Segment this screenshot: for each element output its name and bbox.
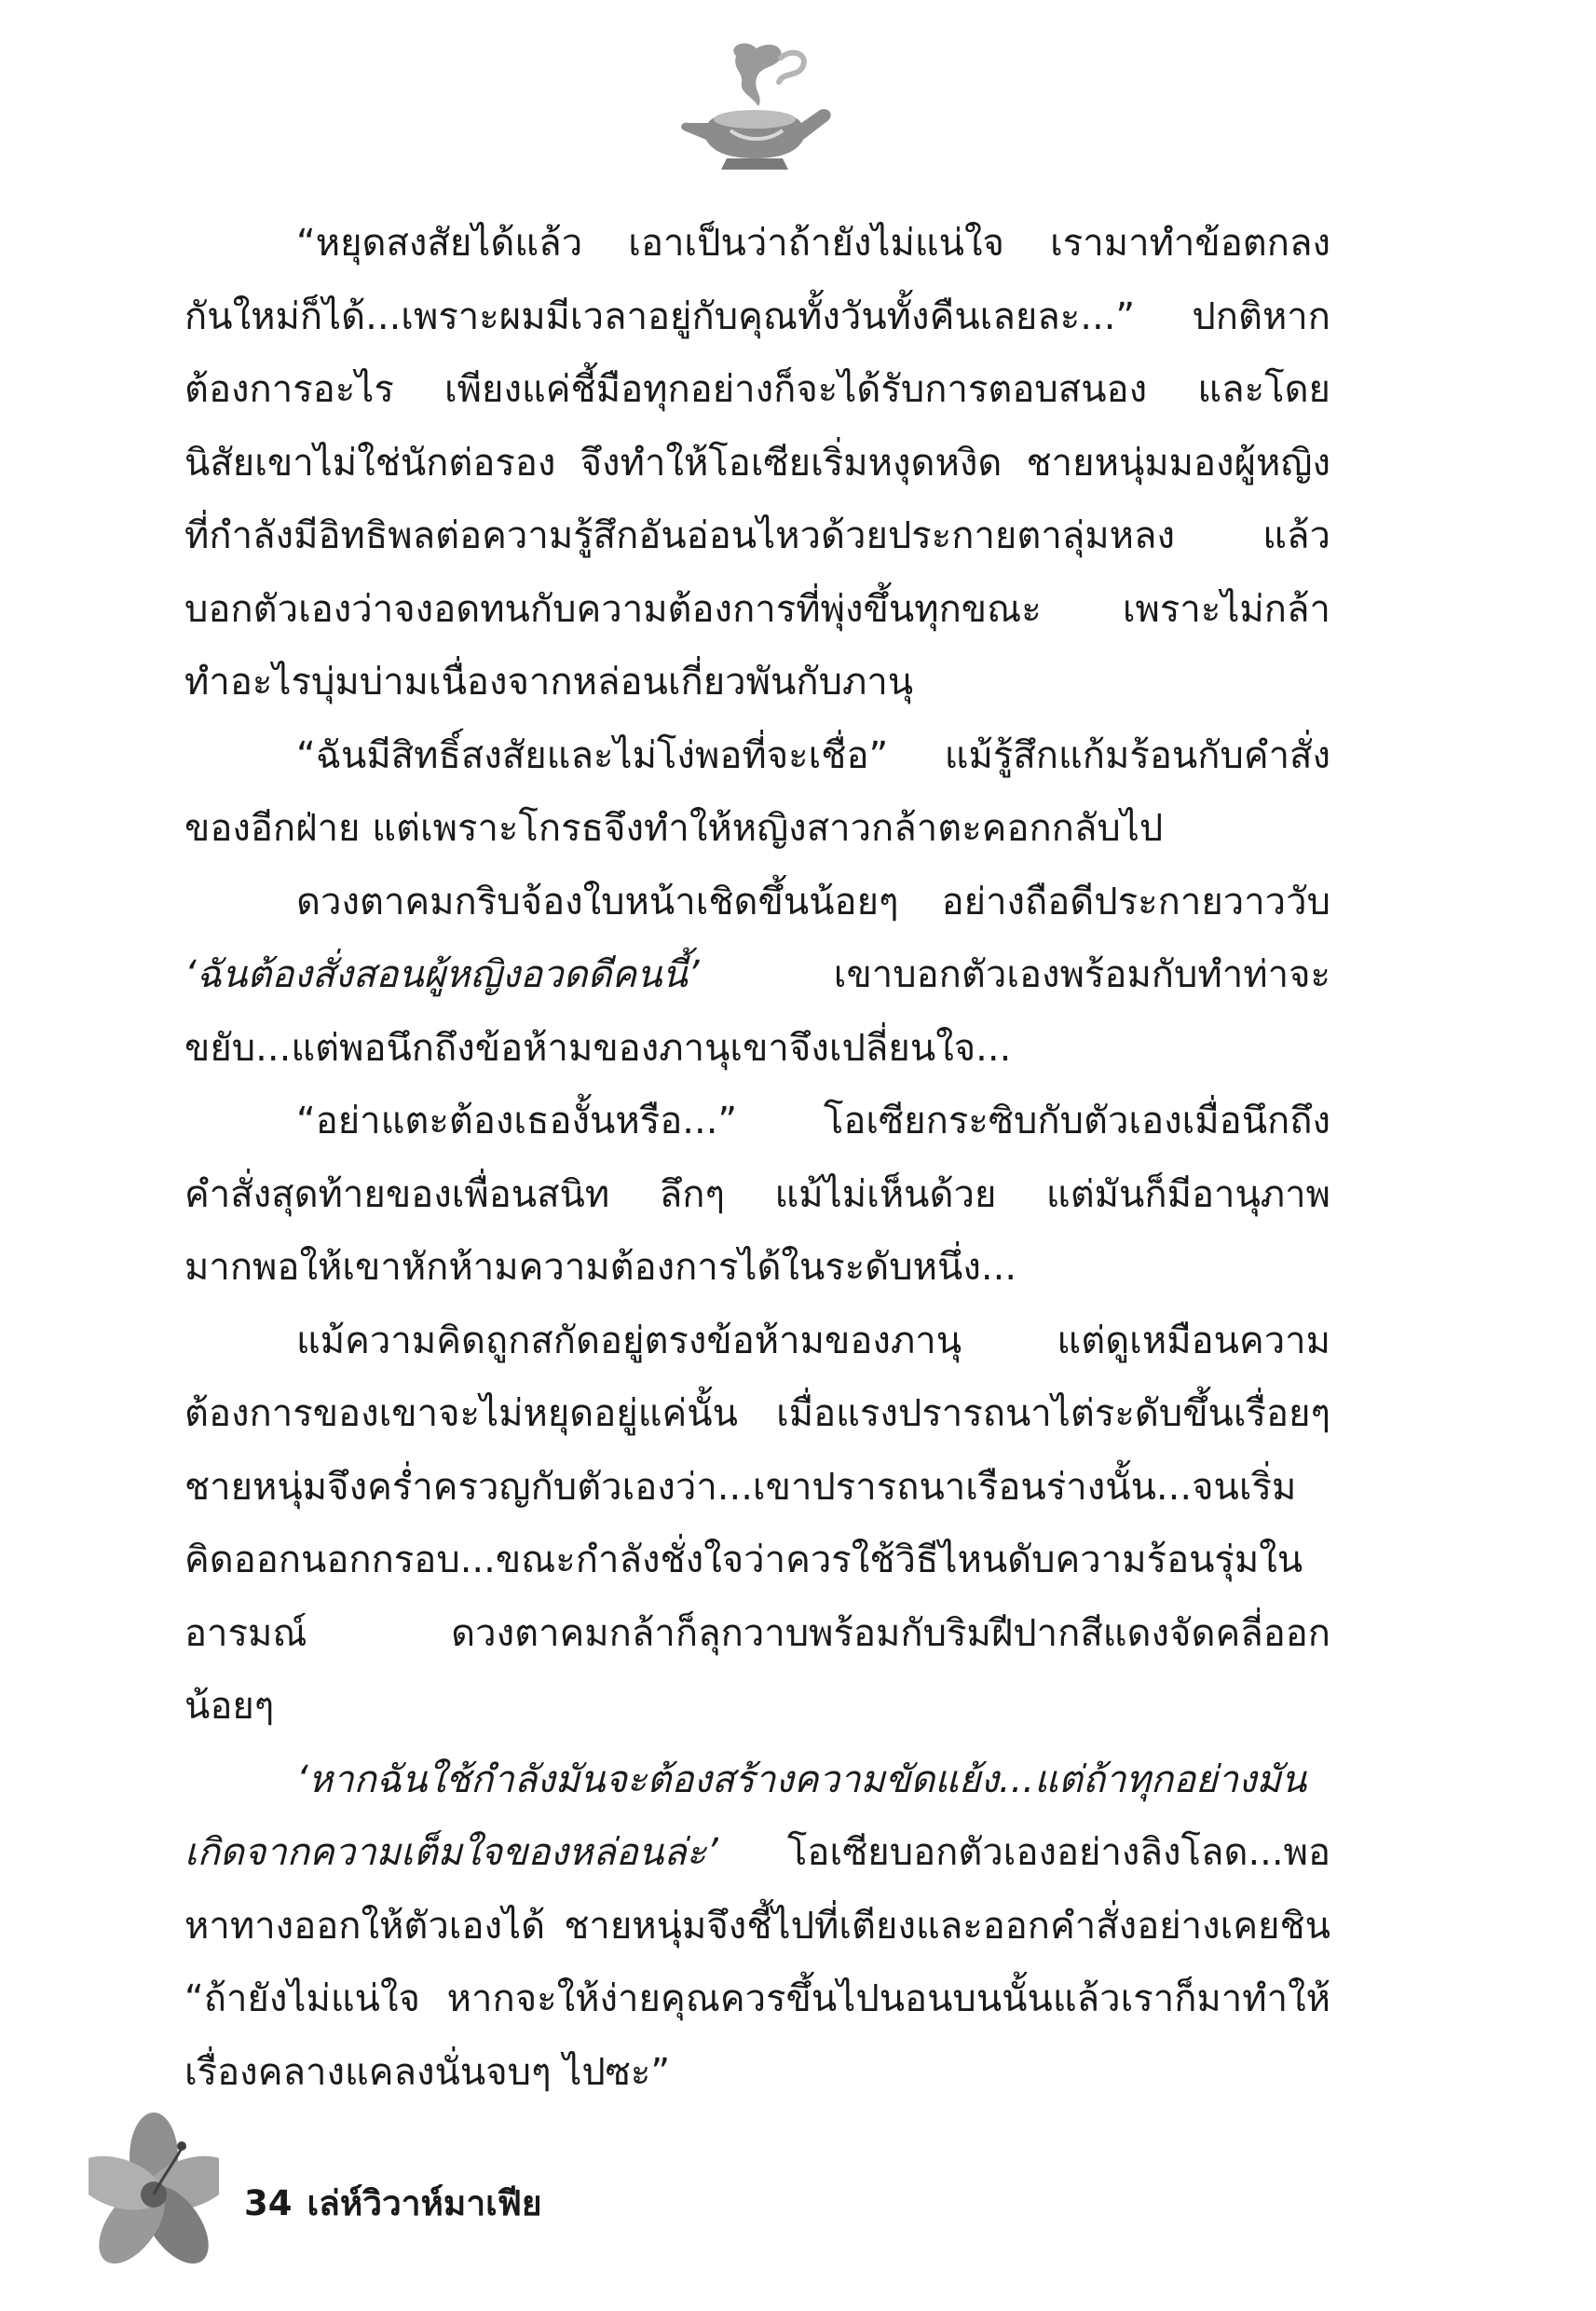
text-line: คิดออกนอกกรอบ...ขณะกำลังชั่งใจว่าควรใช้วิธีไหนดับความร้อนรุ่มใน: [184, 1538, 1303, 1581]
text-line: นิสัยเขาไม่ใช่นักต่อรอง จึงทำให้โอเซียเริ่มหงุดหงิด ชายหนุ่มมองผู้หญิง: [184, 441, 1330, 485]
book-title: เล่ห์วิวาห์มาเฟีย: [307, 2183, 542, 2223]
text-line: ขยับ...แต่พอนึกถึงข้อห้ามของภานุเขาจึงเปลี่ยนใจ...: [184, 1026, 1012, 1070]
text-line: แม้ความคิดถูกสกัดอยู่ตรงข้อห้ามของภานุ แต่ดูเหมือนความ: [296, 1319, 1330, 1362]
text-line: ต้องการของเขาจะไม่หยุดอยู่แค่นั้น เมื่อแรงปรารถนาไต่ระดับขึ้นเรื่อยๆ: [184, 1392, 1330, 1435]
text-line: “ฉันมีสิทธิ์สงสัยและไม่โง่พอที่จะเชื่อ” แม้รู้สึกแก้มร้อนกับคำสั่ง: [296, 733, 1330, 777]
genie-lamp-icon: [671, 37, 839, 177]
text-line: กันใหม่ก็ได้...เพราะผมมีเวลาอยู่กับคุณทั้งวันทั้งคืนเลยละ...” ปกติหาก: [184, 294, 1330, 338]
text-line: ดวงตาคมกริบจ้องใบหน้าเชิดขึ้นน้อยๆ อย่างถือดีประกายวาววับ: [296, 880, 1330, 923]
text-line: ที่กำลังมีอิทธิพลต่อความรู้สึกอันอ่อนไหวด้วยประกายตาลุ่มหลง แล้ว: [184, 514, 1330, 557]
text-line: “อย่าแตะต้องเธองั้นหรือ...” โอเซียกระซิบกับตัวเองเมื่อนึกถึง: [296, 1100, 1330, 1142]
hibiscus-flower-icon: [89, 2106, 219, 2274]
text-line: ต้องการอะไร เพียงแค่ชี้มือทุกอย่างก็จะได้รับการตอบสนอง และโดย: [184, 368, 1330, 411]
paragraph-1: [184, 207, 1330, 719]
text-line: “ถ้ายังไม่แน่ใจ หากจะให้ง่ายคุณควรขึ้นไปนอนบนนั้นแล้วเราก็มาทำให้: [184, 1977, 1330, 2020]
text-line: อารมณ์ ดวงตาคมกล้าก็ลุกวาบพร้อมกับริมฝีปากสีแดงจัดคลี่ออก: [184, 1611, 1330, 1655]
page-number: 34: [244, 2183, 293, 2223]
paragraph-4: [184, 1085, 1330, 1305]
paragraph-5: [184, 1305, 1330, 1744]
paragraph-2: [184, 719, 1330, 866]
text-line: มากพอให้เขาหักห้ามความต้องการได้ในระดับหนึ่ง...: [184, 1246, 1017, 1289]
text-line: ของอีกฝ่าย แต่เพราะโกรธจึงทำให้หญิงสาวกล้าตะคอกกลับไป: [184, 807, 1164, 850]
text-line: “หยุดสงสัยได้แล้ว เอาเป็นว่าถ้ายังไม่แน่ใจ เรามาทำข้อตกลง: [296, 222, 1330, 265]
body-text: [184, 207, 1330, 2109]
paragraph-6: [184, 1744, 1330, 2110]
text-line: ชายหนุ่มจึงคร่ำครวญกับตัวเองว่า...เขาปรารถนาเรือนร่างนั้น...จนเริ่ม: [184, 1465, 1297, 1509]
text-line: หาทางออกให้ตัวเองได้ ชายหนุ่มจึงชี้ไปที่เตียงและออกคำสั่งอย่างเคยชิน: [184, 1904, 1330, 1948]
text-line: บอกตัวเองว่าจงอดทนกับความต้องการที่พุ่งขึ้นทุกขณะ เพราะไม่กล้า: [184, 587, 1330, 631]
text-run: โอเซียบอกตัวเองอย่างลิงโลด...พอ: [717, 1831, 1330, 1874]
text-line: [184, 938, 1330, 1012]
text-line: ทำอะไรบุ่มบ่ามเนื่องจากหล่อนเกี่ยวพันกับภานุ: [184, 661, 914, 704]
text-line: [184, 1816, 1330, 1890]
inner-thought: ‘ฉันต้องสั่งสอนผู้หญิงอวดดีคนนี้’: [184, 953, 700, 996]
paragraph-3: [184, 866, 1330, 1086]
page-footer: [244, 2176, 542, 2231]
text-line: ‘หากฉันใช้กำลังมันจะต้องสร้างความขัดแย้ง...แต่ถ้าทุกอย่างมัน: [296, 1757, 1307, 1801]
text-line: เรื่องคลางแคลงนั่นจบๆ ไปซะ”: [184, 2050, 671, 2094]
text-line: คำสั่งสุดท้ายของเพื่อนสนิท ลึกๆ แม้ไม่เห็นด้วย แต่มันก็มีอานุภาพ: [184, 1172, 1330, 1216]
inner-thought: เกิดจากความเต็มใจของหล่อนล่ะ’: [184, 1831, 718, 1874]
text-line: น้อยๆ: [184, 1685, 275, 1728]
text-run: เขาบอกตัวเองพร้อมกับทำท่าจะ: [699, 953, 1330, 996]
